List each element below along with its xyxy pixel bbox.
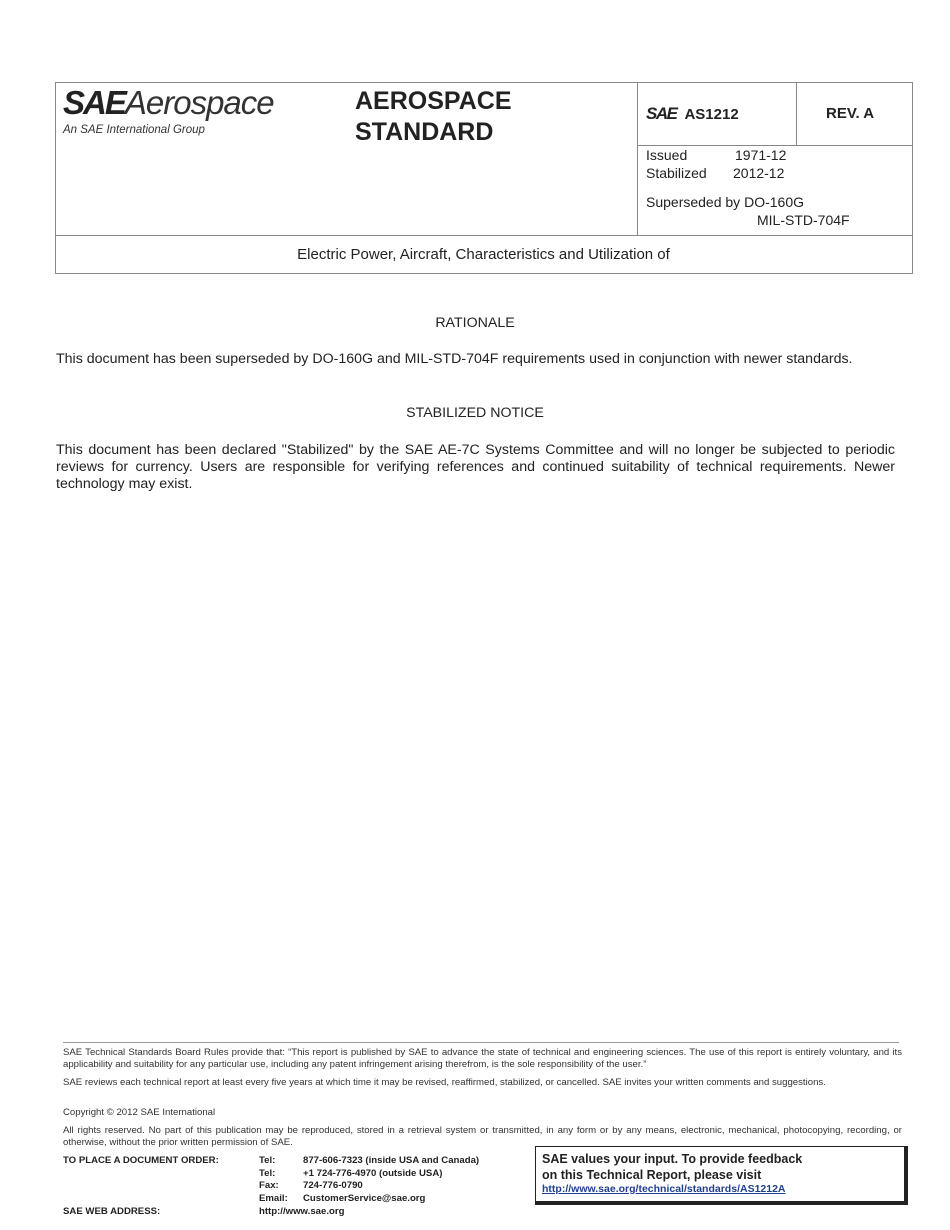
order-contacts: [259, 1155, 479, 1205]
email-link[interactable]: CustomerService@sae.org: [303, 1192, 426, 1204]
contact-value: 724-776-0790: [303, 1180, 363, 1191]
doc-type-line1: AEROSPACE: [355, 87, 512, 115]
contact-value: 877-606-7323 (inside USA and Canada): [303, 1155, 480, 1166]
logo-sae: SAE: [63, 84, 125, 121]
footer-copyright: Copyright © 2012 SAE International: [63, 1107, 216, 1118]
contact-label: Tel:: [259, 1155, 276, 1166]
sae-mark-logo: SAE: [646, 104, 677, 123]
doc-type: [355, 86, 512, 148]
issue-info: [646, 146, 850, 229]
doc-number: AS1212: [684, 106, 739, 123]
divider: [637, 82, 638, 235]
rationale-heading: RATIONALE: [435, 315, 515, 331]
divider: [796, 82, 797, 145]
footer-rights: All rights reserved. No part of this publication may be reproduced, stored in a retrieval system or transmitted, in any form or by any means, electronic, mechanical, photocopying, recording, or otherwise, without the prior written permission of SAE.: [63, 1125, 902, 1148]
issued-label: Issued: [646, 147, 688, 163]
web-label: SAE WEB ADDRESS:: [63, 1206, 161, 1217]
feedback-text-1: SAE values your input. To provide feedback: [542, 1152, 803, 1166]
divider: [55, 235, 912, 236]
feedback-box: [535, 1146, 908, 1205]
logo-aerospace: Aerospace: [124, 84, 274, 121]
stabilized-value: 2012-12: [733, 165, 785, 181]
stabilized-label: Stabilized: [646, 165, 707, 181]
document-title: Electric Power, Aircraft, Characteristics and Utilization of: [297, 246, 670, 263]
superseded-by-1: DO-160G: [744, 194, 804, 210]
revision: REV. A: [826, 105, 875, 122]
footer-reviews: SAE reviews each technical report at least every five years at which time it may be revised, reaffirmed, stabilized, or cancelled. SAE invites your written comments and suggestions.: [63, 1077, 826, 1088]
superseded-by-2: MIL-STD-704F: [757, 212, 850, 228]
footer-rules: SAE Technical Standards Board Rules provide that: “This report is published by SAE to advance the state of technical and engineering sciences. The use of this report is entirely voluntary, and its applicability and suitability for any particular use, including any patent infringement arising therefrom, is the sole responsibility of the user.”: [63, 1047, 902, 1070]
doc-number-cell: [646, 104, 739, 124]
order-label: TO PLACE A DOCUMENT ORDER:: [63, 1155, 219, 1166]
contact-label: Fax:: [259, 1180, 279, 1191]
superseded-label: Superseded by: [646, 194, 741, 210]
feedback-link[interactable]: http://www.sae.org/technical/standards/AS1212A: [542, 1183, 786, 1195]
feedback-text-2: on this Technical Report, please visit: [542, 1168, 762, 1182]
contact-label: Tel:: [259, 1167, 276, 1179]
contact-value: +1 724-776-4970 (outside USA): [303, 1167, 443, 1179]
contact-label: Email:: [259, 1192, 288, 1204]
footer-rule: [63, 1042, 899, 1043]
stabilized-text: This document has been declared "Stabilized" by the SAE AE-7C Systems Committee and will no longer be subjected to periodic reviews for currency. Users are responsible for verifying references and continued suitability of technical requirements. Newer technology may exist.: [56, 442, 895, 492]
stabilized-heading: STABILIZED NOTICE: [406, 405, 544, 421]
doc-type-line2: STANDARD: [355, 118, 494, 146]
web-link[interactable]: http://www.sae.org: [259, 1206, 345, 1217]
issued-value: 1971-12: [735, 147, 787, 163]
rationale-text: This document has been superseded by DO-160G and MIL-STD-704F requirements used in conjunction with newer standards.: [56, 351, 853, 367]
logo-tagline: An SAE International Group: [63, 124, 205, 136]
sae-aerospace-logo: [63, 84, 274, 122]
